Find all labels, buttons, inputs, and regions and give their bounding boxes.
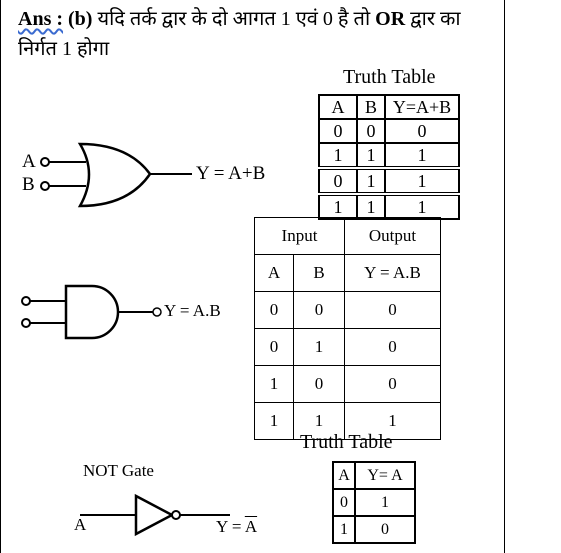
not-output-eq: = [231,517,242,536]
table-row [255,366,441,403]
or-input-a: A [22,151,36,172]
not-gate-title: NOT Gate [83,461,154,480]
or-truth-table-title: Truth Table [343,66,436,88]
table-header: B [294,255,345,292]
answer-text-post: द्वार का निर्गत 1 होगा [18,8,461,60]
table-row [255,255,441,292]
table-header: B [357,95,385,119]
table-cell: 1 [319,143,357,168]
answer-option: (b) [68,8,93,30]
table-cell: 1 [385,168,459,194]
table-cell: 0 [385,119,459,143]
table-row [333,462,415,489]
not-truth-table [332,461,416,544]
table-cell: 0 [319,119,357,143]
table-cell: 1 [385,143,459,168]
answer-gate-name: OR [375,8,406,30]
table-cell: 1 [319,194,357,219]
table-cell: 1 [355,489,415,516]
table-cell: 0 [255,292,294,329]
not-input-a: A [74,515,87,534]
table-cell: 0 [294,292,345,329]
answer-label: Ans : [18,8,64,30]
table-header: Y= A [355,462,415,489]
table-row [255,218,441,255]
not-output-label [216,517,257,537]
table-header: A [319,95,357,119]
answer-text-pre: यदि तर्क द्वार के दो आगत 1 एवं 0 है तो [97,8,371,30]
table-row [319,143,459,168]
table-cell: 0 [357,119,385,143]
group-header-input: Input [255,218,345,255]
table-cell: 0 [345,366,441,403]
not-output-y: Y [216,517,228,536]
table-row [255,329,441,366]
table-cell: 0 [345,329,441,366]
table-cell: 0 [319,168,357,194]
not-truth-table-title: Truth Table [300,431,393,453]
answer-text [18,4,498,64]
table-row [319,119,459,143]
table-header: A [333,462,355,489]
table-cell: 1 [333,516,355,543]
table-row [333,489,415,516]
table-row [319,194,459,219]
table-cell: 0 [333,489,355,516]
or-truth-table [318,94,460,220]
table-cell: 1 [385,194,459,219]
table-cell: 1 [294,403,345,440]
table-cell: 1 [357,143,385,168]
table-row [255,292,441,329]
table-cell: 0 [345,292,441,329]
table-cell: 0 [255,329,294,366]
table-header: Y = A.B [345,255,441,292]
table-row [319,168,459,194]
table-cell: 1 [357,194,385,219]
table-row [319,95,459,119]
table-cell: 0 [294,366,345,403]
table-row [333,516,415,543]
table-cell: 1 [345,403,441,440]
table-cell: 1 [255,403,294,440]
table-cell: 1 [357,168,385,194]
or-input-b: B [22,174,35,195]
or-output-label: Y = A+B [196,163,266,184]
table-cell: 0 [355,516,415,543]
table-cell: 1 [255,366,294,403]
table-header: Y=A+B [385,95,459,119]
and-gate-icon [0,280,170,340]
table-header: A [255,255,294,292]
group-header-output: Output [345,218,441,255]
and-truth-table [254,217,441,440]
table-cell: 1 [294,329,345,366]
and-output-label: Y = A.B [164,301,221,320]
not-output-a: $\overline{A}$ [244,517,258,536]
